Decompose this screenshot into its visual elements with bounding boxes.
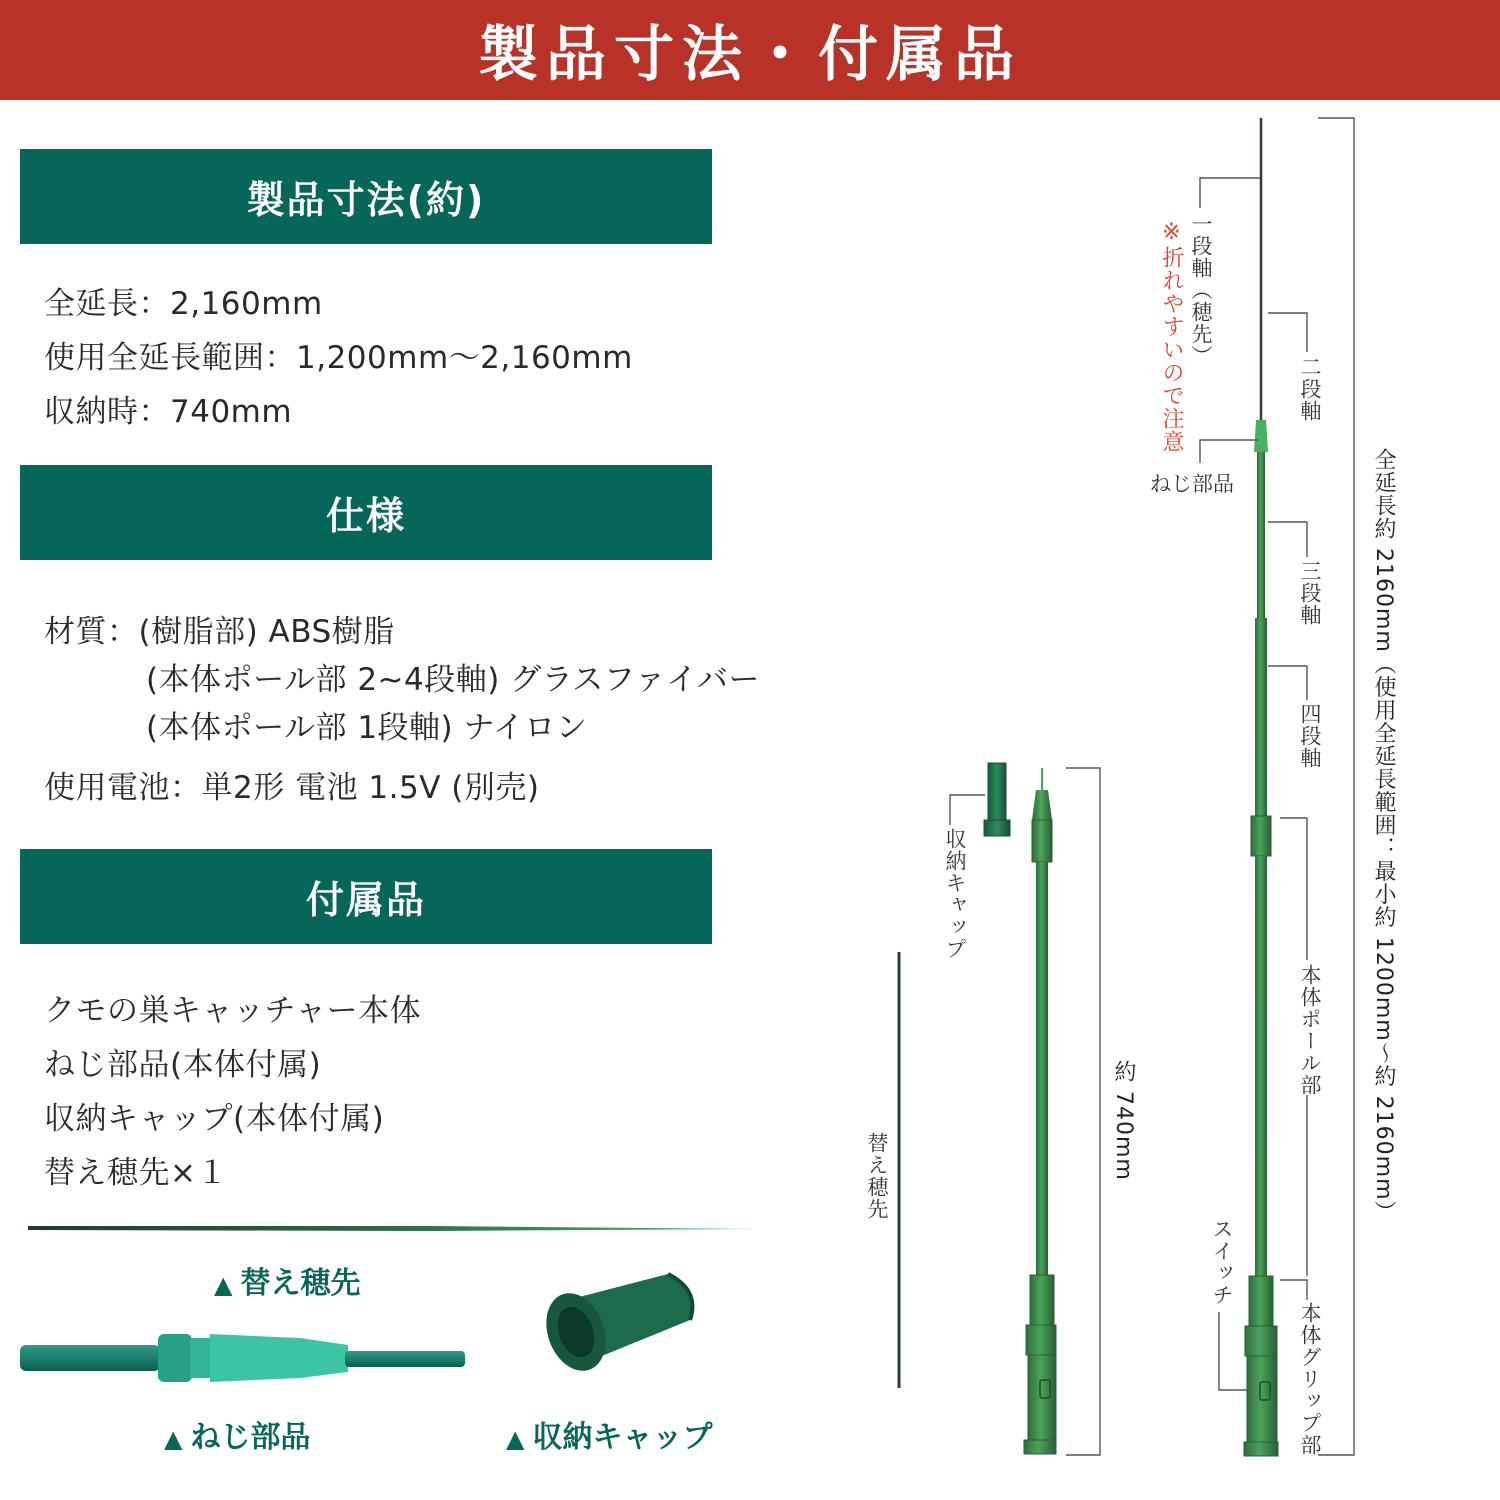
storage-cap-photo [536,1274,692,1379]
material-line-2: (本体ポール部 2~4段軸) グラスファイバー [146,662,761,698]
dimensions-heading: 製品寸法(約) [20,149,712,244]
spare-tip-photo [28,1226,755,1231]
battery-text: 使用電池：単2形 電池 1.5V (別売) [44,770,540,806]
label-storage-cap: 収納キャップ [943,828,967,960]
accessory-item-2: ねじ部品(本体付属) [44,1047,322,1083]
triangle-icon: ▲ [506,1425,525,1453]
leader-lines [950,118,1354,1455]
label-stored-length: 約 740mm [1111,1060,1136,1181]
label-stage-2: 二段軸 [1298,356,1322,422]
label-screw-part: ねじ部品 [1150,472,1234,496]
label-stage-1: 一段軸（穂先） [1189,213,1213,367]
label-stage-4: 四段軸 [1298,703,1322,769]
label-grip-section: 本体グリップ部 [1298,1302,1322,1456]
accessories-heading: 付属品 [20,849,712,944]
cap-caption [506,1412,712,1456]
spare-tip-caption [214,1258,360,1302]
label-stage-3: 三段軸 [1298,560,1322,626]
accessory-item-1: クモの巣キャッチャー本体 [44,993,422,1029]
page-title: 製品寸法・付属品 [0,0,1500,100]
accessory-item-3: 収納キャップ(本体付属) [44,1101,385,1137]
label-total-length: 全延長約 2160mm（使用全延長範囲：最小約 1200mm〜約 2160mm） [1371,448,1396,1224]
screw-caption [164,1412,310,1456]
label-pole-section: 本体ポール部 [1298,964,1322,1096]
label-switch: スイッチ [1210,1218,1234,1306]
specs-heading: 仕様 [20,465,712,560]
triangle-icon: ▲ [214,1271,233,1299]
cap-caption-text: 収納キャップ [532,1420,713,1455]
screw-caption-text: ねじ部品 [190,1420,311,1455]
stored-pole-drawing [1024,768,1056,1454]
spare-tip-caption-text: 替え穂先 [240,1266,361,1301]
accessory-item-4: 替え穂先×１ [44,1155,228,1191]
stored-length-text: 収納時：740mm [44,394,293,430]
triangle-icon: ▲ [164,1425,183,1453]
label-warning: ※折れやすいので注意 [1159,220,1184,453]
material-line-1: 材質：(樹脂部) ABS樹脂 [44,614,395,650]
cap-drawing [984,763,1010,836]
usage-range-text: 使用全延長範囲：1,200mm〜2,160mm [44,340,633,376]
label-spare-tip: 替え穂先 [865,1132,889,1220]
extended-pole-drawing [1244,118,1278,1456]
material-line-3: (本体ポール部 1段軸) ナイロン [146,710,588,746]
screw-part-photo [20,1334,465,1382]
total-length-text: 全延長：2,160mm [44,286,323,322]
